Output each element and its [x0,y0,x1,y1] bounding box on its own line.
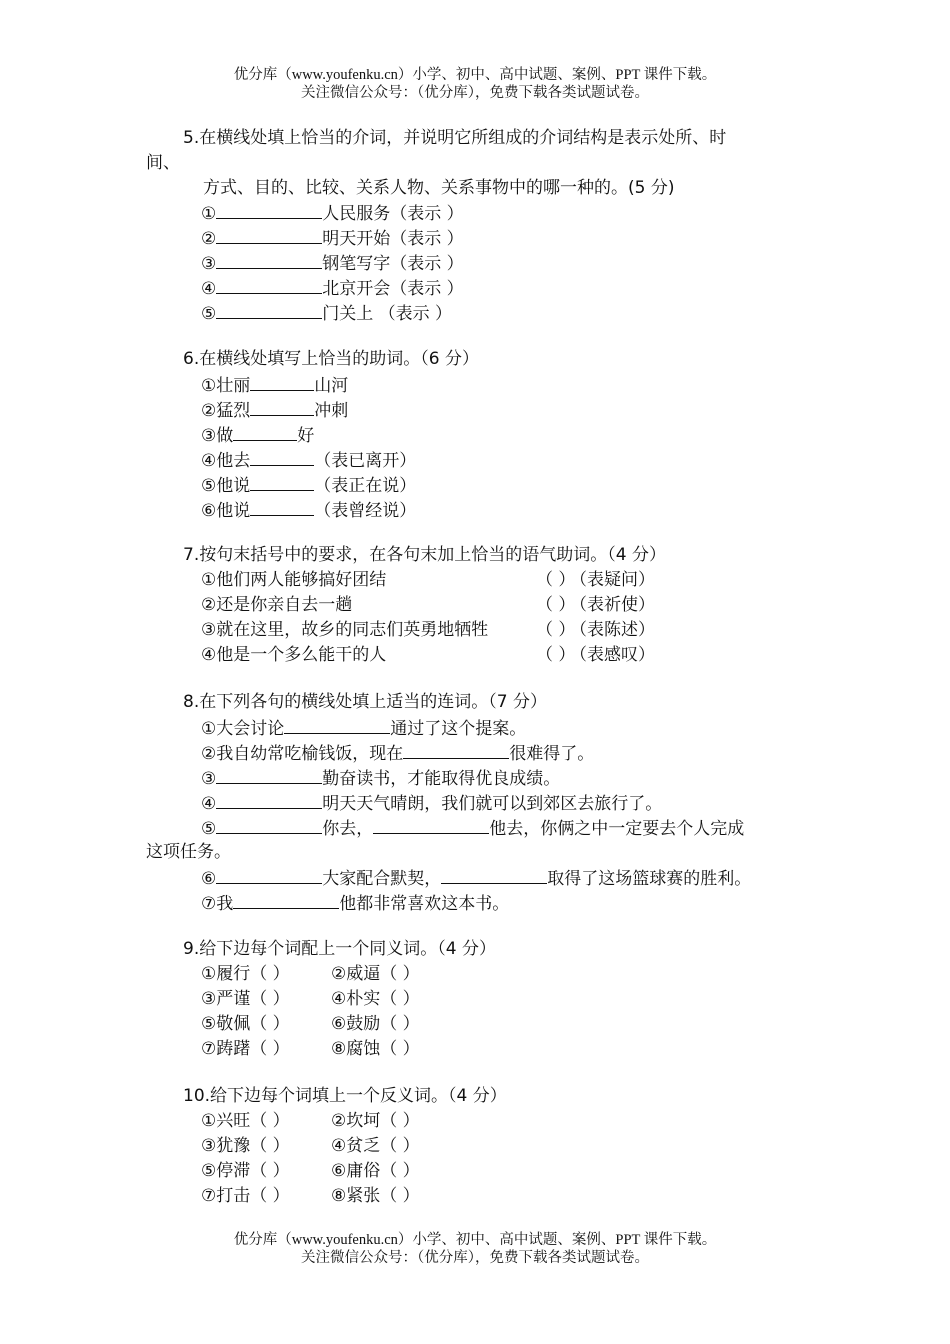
item-number: ⑤ [201,304,217,324]
word-pair-left[interactable]: ①履行（ ） [201,964,290,984]
item-suffix: （表曾经说） [314,501,417,521]
word-pair-right[interactable]: ⑥庸俗（ ） [331,1161,420,1181]
item-suffix: 好 [297,426,315,446]
requirement-label: （表感叹） [570,645,655,665]
question-6-item [201,497,416,524]
question-5-item [201,300,452,327]
answer-blank[interactable] [403,740,509,759]
word-pair-right[interactable]: ⑧腐蚀（ ） [331,1039,420,1059]
sentence-suffix: 取得了这场篮球赛的胜利。 [547,869,752,889]
item-suffix: （表正在说） [314,476,417,496]
answer-blank[interactable] [216,815,322,834]
word-pair-left[interactable]: ⑦打击（ ） [201,1186,290,1206]
answer-blank[interactable] [216,225,322,244]
question-7-title: 7.按句末括号中的要求，在各句末加上恰当的语气助词。（4 分） [183,545,666,565]
answer-blank[interactable] [284,715,390,734]
question-5-item [201,200,464,227]
header-line-1: 优分库（www.youfenku.cn）小学、初中、高中试题、案例、PPT 课件下载。 [233,67,717,83]
word-pair-right[interactable]: ②坎坷（ ） [331,1111,420,1131]
sentence-suffix: 他都非常喜欢这本书。 [339,894,510,914]
question-6-item [201,397,348,424]
question-10-title: 10.给下边每个词填上一个反义词。（4 分） [183,1086,507,1106]
footer-line-1: 优分库（www.youfenku.cn）小学、初中、高中试题、案例、PPT 课件下载。 [233,1232,717,1248]
question-8-sentence [201,865,751,892]
item-text: 明天开始（表示 ） [322,229,464,249]
question-5-title-cont: 间、 [146,153,180,173]
question-8-sentence [201,740,594,767]
page-footer [0,1231,950,1267]
question-6-item [201,372,348,399]
answer-blank[interactable] [250,372,314,391]
sentence-suffix: 很难得了。 [509,744,595,764]
word-pair-right[interactable]: ⑧紧张（ ） [331,1186,420,1206]
question-6-item [201,472,416,499]
item-prefix: ②猛烈 [201,401,251,421]
word-pair-right[interactable]: ④朴实（ ） [331,989,420,1009]
question-6-item [201,422,314,449]
item-prefix: ①壮丽 [201,376,251,396]
answer-blank[interactable] [441,865,547,884]
item-number: ④ [201,279,217,299]
word-pair-right[interactable]: ④贫乏（ ） [331,1136,420,1156]
word-pair-left[interactable]: ③严谨（ ） [201,989,290,1009]
word-pair-right[interactable]: ⑥鼓励（ ） [331,1014,420,1034]
answer-blank[interactable] [373,815,489,834]
question-8-title: 8.在下列各句的横线处填上适当的连词。（7 分） [183,692,547,712]
requirement-label: （表陈述） [570,620,655,640]
answer-blank[interactable] [216,790,322,809]
answer-bracket[interactable]: （ ） [536,570,576,590]
word-pair-left[interactable]: ⑤敬佩（ ） [201,1014,290,1034]
question-5-title: 5.在横线处填上恰当的介词，并说明它所组成的介词结构是表示处所、时 [183,128,727,148]
sentence-middle: 大家配合默契， [322,869,442,889]
question-6-item [201,447,416,474]
answer-blank[interactable] [250,397,314,416]
question-5-item [201,225,464,252]
answer-blank[interactable] [233,890,339,909]
question-8-sentence [201,765,560,792]
sentence-prefix: ⑥ [201,869,217,889]
item-number: ② [201,229,217,249]
requirement-label: （表祈使） [570,595,655,615]
answer-blank[interactable] [216,250,322,269]
requirement-label: （表疑问） [570,570,655,590]
sentence-suffix: 勤奋读书，才能取得优良成绩。 [322,769,561,789]
question-5-item [201,275,464,302]
item-prefix: ⑤他说 [201,476,251,496]
item-prefix: ③做 [201,426,234,446]
question-7-sentence: ④他是一个多么能干的人 [201,645,387,665]
word-pair-left[interactable]: ③犹豫（ ） [201,1136,290,1156]
question-5-instructions: 方式、目的、比较、关系人物、关系事物中的哪一种的。(5 分) [203,178,675,198]
sentence-suffix: 通过了这个提案。 [390,719,527,739]
question-7-sentence: ③就在这里，故乡的同志们英勇地牺牲 [201,620,489,640]
question-9-title: 9.给下边每个词配上一个同义词。（4 分） [183,939,496,959]
answer-blank[interactable] [216,865,322,884]
item-suffix: 山河 [314,376,349,396]
item-prefix: ④他去 [201,451,251,471]
header-line-2: 关注微信公众号：（优分库），免费下载各类试题试卷。 [301,85,649,101]
answer-bracket[interactable]: （ ） [536,645,576,665]
footer-line-2: 关注微信公众号：（优分库），免费下载各类试题试卷。 [301,1250,649,1266]
sentence-prefix: ⑤ [201,819,217,839]
question-6-title: 6.在横线处填写上恰当的助词。（6 分） [183,349,479,369]
answer-blank[interactable] [216,200,322,219]
word-pair-left[interactable]: ⑦踌躇（ ） [201,1039,290,1059]
sentence-middle: 你去， [322,819,374,839]
answer-blank[interactable] [233,422,297,441]
answer-blank[interactable] [216,765,322,784]
sentence-prefix: ①大会讨论 [201,719,285,739]
question-8-sentence [201,815,744,842]
item-text: 人民服务（表示 ） [322,204,464,224]
item-suffix: 冲刺 [314,401,349,421]
page-header [0,66,950,102]
item-prefix: ⑥他说 [201,501,251,521]
answer-blank[interactable] [250,472,314,491]
item-number: ① [201,204,217,224]
answer-blank[interactable] [250,497,314,516]
question-5-item [201,250,464,277]
question-8-sentence [201,715,526,742]
sentence-suffix: 明天天气晴朗，我们就可以到郊区去旅行了。 [322,794,663,814]
question-8-sentence-cont: 这项任务。 [146,842,231,862]
item-text: 门关上 （表示 ） [322,304,453,324]
answer-bracket[interactable]: （ ） [536,595,576,615]
answer-blank[interactable] [250,447,314,466]
word-pair-left[interactable]: ⑤停滞（ ） [201,1161,290,1181]
word-pair-left[interactable]: ①兴旺（ ） [201,1111,290,1131]
word-pair-right[interactable]: ②威逼（ ） [331,964,420,984]
answer-blank[interactable] [216,300,322,319]
sentence-prefix: ③ [201,769,217,789]
sentence-prefix: ④ [201,794,217,814]
question-7-sentence: ②还是你亲自去一趟 [201,595,353,615]
sentence-prefix: ②我自幼常吃榆钱饭，现在 [201,744,404,764]
question-8-sentence [201,890,509,917]
item-text: 钢笔写字（表示 ） [322,254,464,274]
item-number: ③ [201,254,217,274]
answer-blank[interactable] [216,275,322,294]
answer-bracket[interactable]: （ ） [536,620,576,640]
item-text: 北京开会（表示 ） [322,279,464,299]
sentence-prefix: ⑦我 [201,894,234,914]
question-8-sentence [201,790,662,817]
item-suffix: （表已离开） [314,451,417,471]
question-7-sentence: ①他们两人能够搞好团结 [201,570,387,590]
sentence-suffix: 他去，你俩之中一定要去个人完成 [489,819,745,839]
